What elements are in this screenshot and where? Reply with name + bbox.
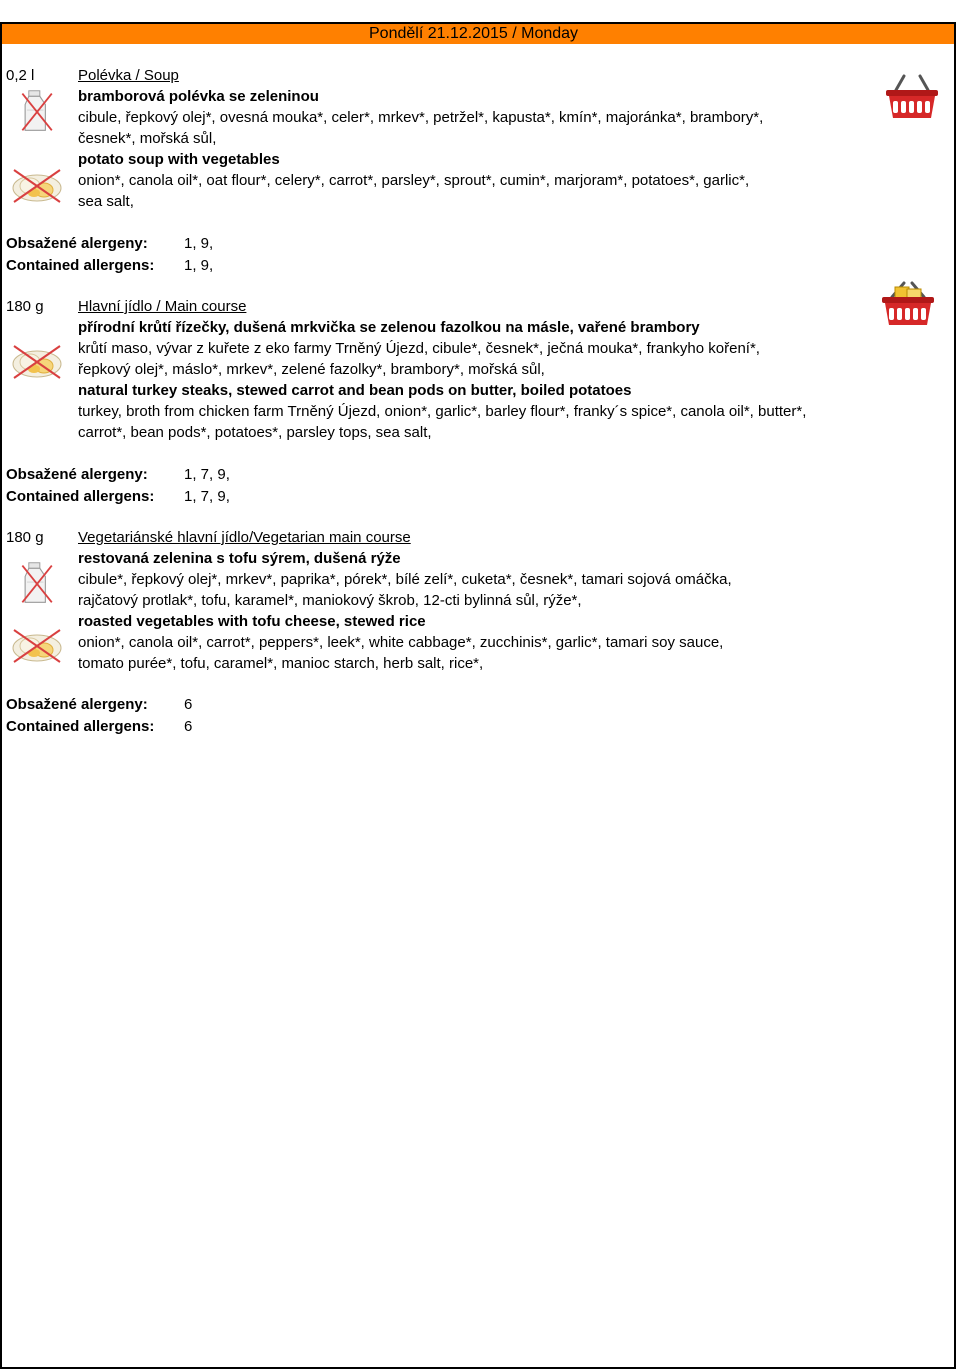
dish-name-cz: restovaná zelenina s tofu sýrem, dušená rýže bbox=[78, 550, 401, 567]
basket-full-icon bbox=[880, 280, 936, 328]
basket-icon bbox=[884, 74, 940, 120]
allergens-cz-label: Obsažené alergeny: bbox=[6, 235, 148, 252]
allergens-en-values: 1, 7, 9, bbox=[184, 488, 230, 505]
allergens-cz-label: Obsažené alergeny: bbox=[6, 466, 148, 483]
ingredients-en-line: carrot*, bean pods*, potatoes*, parsley tops, sea salt, bbox=[78, 424, 432, 441]
dish-name-cz: přírodní krůtí řízečky, dušená mrkvička se zelenou fazolkou na másle, vařené brambory bbox=[78, 319, 700, 336]
ingredients-cz-line: cibule, řepkový olej*, ovesná mouka*, celer*, mrkev*, petržel*, kapusta*, kmín*, majoránka*, brambory*, bbox=[78, 109, 764, 126]
allergens-en bbox=[6, 486, 230, 508]
no-milk-icon bbox=[18, 560, 58, 606]
dish-name-en: roasted vegetables with tofu cheese, stewed rice bbox=[78, 613, 426, 630]
allergens-en bbox=[6, 716, 193, 738]
allergens-cz-values: 1, 7, 9, bbox=[184, 466, 230, 483]
allergens-cz bbox=[6, 694, 193, 716]
ingredients-en-line: tomato purée*, tofu, caramel*, manioc starch, herb salt, rice*, bbox=[78, 655, 484, 672]
no-egg-icon bbox=[10, 166, 64, 206]
ingredients-en-line: onion*, canola oil*, oat flour*, celery*, carrot*, parsley*, sprout*, cumin*, marjoram*, potatoes*, garlic*, bbox=[78, 172, 750, 189]
no-milk-icon bbox=[18, 88, 58, 134]
dish-description bbox=[78, 65, 878, 212]
allergens-cz bbox=[6, 233, 214, 255]
no-egg-icon bbox=[10, 626, 64, 666]
portion-size: 180 g bbox=[6, 298, 44, 315]
ingredients-cz-line: rajčatový protlak*, tofu, karamel*, maniokový škrob, 12-cti bylinná sůl, rýže*, bbox=[78, 592, 582, 609]
allergens-cz-values: 1, 9, bbox=[184, 235, 214, 252]
dish-description bbox=[78, 527, 878, 674]
ingredients-cz-line: krůtí maso, vývar z kuřete z eko farmy Trněný Újezd, cibule*, česnek*, ječná mouka*, frankyho koření*, bbox=[78, 340, 760, 357]
allergens-en-label: Contained allergens: bbox=[6, 257, 155, 274]
allergens-en-label: Contained allergens: bbox=[6, 488, 155, 505]
allergens-en-label: Contained allergens: bbox=[6, 718, 155, 735]
allergens-cz-values: 6 bbox=[184, 696, 193, 713]
allergens-en-values: 1, 9, bbox=[184, 257, 214, 274]
allergens-en-values: 6 bbox=[184, 718, 193, 735]
ingredients-en-line: turkey, broth from chicken farm Trněný Újezd, onion*, garlic*, barley flour*, franky´s spice*, canola oil*, butter*, bbox=[78, 403, 807, 420]
dish-description bbox=[78, 296, 878, 443]
portion-size: 0,2 l bbox=[6, 67, 35, 84]
menu-date: Pondělí 21.12.2015 / Monday bbox=[369, 25, 579, 42]
dish-category: Hlavní jídlo / Main course bbox=[78, 298, 247, 315]
dish-name-en: potato soup with vegetables bbox=[78, 151, 280, 168]
allergens-en bbox=[6, 255, 214, 277]
dish-category: Vegetariánské hlavní jídlo/Vegetarian main course bbox=[78, 529, 411, 546]
ingredients-cz-line: cibule*, řepkový olej*, mrkev*, paprika*, pórek*, bílé zelí*, cuketa*, česnek*, tamari sojová omáčka, bbox=[78, 571, 732, 588]
allergens-cz-label: Obsažené alergeny: bbox=[6, 696, 148, 713]
ingredients-en-line: onion*, canola oil*, carrot*, peppers*, leek*, white cabbage*, zucchinis*, garlic*, tamari soy sauce, bbox=[78, 634, 724, 651]
ingredients-cz-line: řepkový olej*, máslo*, mrkev*, zelené fazolky*, brambory*, mořská sůl, bbox=[78, 361, 545, 378]
ingredients-en-line: sea salt, bbox=[78, 193, 134, 210]
portion-size: 180 g bbox=[6, 529, 44, 546]
no-egg-icon bbox=[10, 342, 64, 382]
ingredients-cz-line: česnek*, mořská sůl, bbox=[78, 130, 217, 147]
dish-name-cz: bramborová polévka se zeleninou bbox=[78, 88, 319, 105]
dish-category: Polévka / Soup bbox=[78, 67, 179, 84]
allergens-cz bbox=[6, 464, 230, 486]
dish-name-en: natural turkey steaks, stewed carrot and bean pods on butter, boiled potatoes bbox=[78, 382, 632, 399]
